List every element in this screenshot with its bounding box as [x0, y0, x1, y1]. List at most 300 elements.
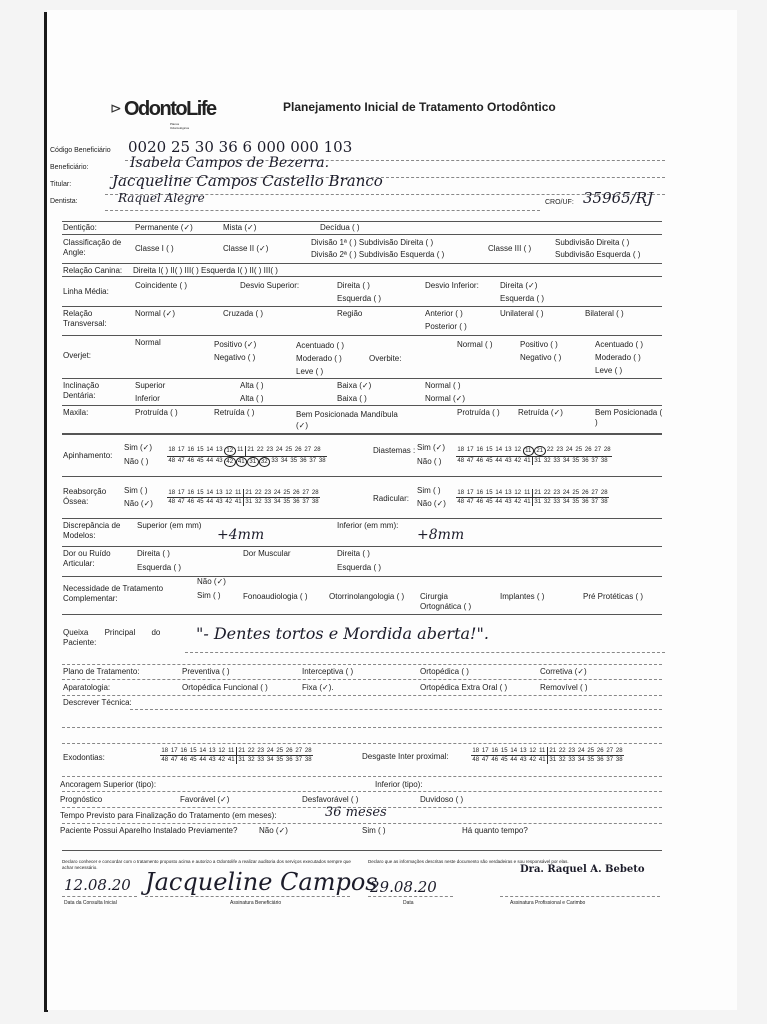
- tooth-47[interactable]: 47: [177, 499, 185, 505]
- overbite-leve[interactable]: Leve ( ): [595, 366, 623, 375]
- tooth-38[interactable]: 38: [304, 757, 312, 763]
- overbite-acentuado[interactable]: Acentuado ( ): [595, 340, 644, 349]
- tooth-12[interactable]: 12: [224, 446, 236, 456]
- tooth-26[interactable]: 26: [596, 748, 604, 754]
- prognostico-duvidoso[interactable]: Duvidoso ( ): [420, 795, 464, 804]
- tooth-43[interactable]: 43: [208, 757, 216, 763]
- overbite-moderado[interactable]: Moderado ( ): [595, 353, 641, 362]
- tooth-28[interactable]: 28: [603, 447, 611, 453]
- tooth-48[interactable]: 48: [168, 499, 176, 505]
- tooth-13[interactable]: 13: [504, 447, 512, 453]
- assinatura-beneficiario-signature: Jacqueline Campos: [145, 868, 378, 896]
- angle-classe3[interactable]: Classe III ( ): [488, 244, 532, 253]
- tooth-14[interactable]: 14: [206, 490, 214, 496]
- reabsorcao-tooth-chart[interactable]: [167, 489, 320, 506]
- tooth-38[interactable]: 38: [318, 458, 326, 464]
- tooth-23[interactable]: 23: [553, 490, 561, 496]
- desgaste-tooth-chart[interactable]: [471, 747, 624, 764]
- necessidade-otorrino[interactable]: Otorrinolangologia ( ): [329, 592, 405, 601]
- tooth-22[interactable]: 22: [254, 490, 262, 496]
- tooth-42[interactable]: 42: [218, 757, 226, 763]
- tooth-28[interactable]: 28: [600, 490, 608, 496]
- tooth-12[interactable]: 12: [225, 490, 233, 496]
- exodontias-tooth-chart[interactable]: [160, 747, 313, 764]
- linha-coincidente[interactable]: Coincidente ( ): [135, 281, 188, 290]
- dor-direita[interactable]: Direita ( ): [137, 549, 170, 558]
- necessidade-cirurgia[interactable]: Cirurgia Ortognática ( ): [420, 592, 472, 611]
- reabsorcao-sim[interactable]: Sim ( ): [124, 486, 148, 495]
- tooth-18[interactable]: 18: [472, 748, 480, 754]
- plano-interceptiva[interactable]: Interceptiva ( ): [302, 667, 354, 676]
- carimbo-stamp: Dra. Raquel A. Bebeto: [520, 864, 645, 875]
- tooth-34[interactable]: 34: [273, 499, 281, 505]
- divider: [62, 896, 137, 897]
- tooth-31[interactable]: 31: [247, 457, 259, 467]
- tooth-15[interactable]: 15: [485, 447, 493, 453]
- tooth-14[interactable]: 14: [495, 447, 503, 453]
- transversal-bilateral[interactable]: Bilateral ( ): [585, 309, 624, 318]
- tooth-18[interactable]: 18: [168, 447, 176, 453]
- tooth-13[interactable]: 13: [215, 447, 223, 453]
- tooth-27[interactable]: 27: [606, 748, 614, 754]
- tooth-25[interactable]: 25: [276, 748, 284, 754]
- mandibula-protruida[interactable]: Protruída ( ): [457, 408, 500, 417]
- tooth-26[interactable]: 26: [292, 490, 300, 496]
- tooth-22[interactable]: 22: [558, 748, 566, 754]
- tooth-24[interactable]: 24: [273, 490, 281, 496]
- denticao-permanente[interactable]: Permanente (✓): [135, 223, 193, 232]
- tooth-27[interactable]: 27: [594, 447, 602, 453]
- tooth-46[interactable]: 46: [187, 499, 195, 505]
- tooth-42[interactable]: 42: [224, 457, 236, 467]
- tooth-45[interactable]: 45: [485, 499, 493, 505]
- tooth-11[interactable]: 11: [237, 447, 244, 453]
- tooth-37[interactable]: 37: [302, 499, 310, 505]
- tooth-35[interactable]: 35: [587, 757, 595, 763]
- tooth-33[interactable]: 33: [264, 499, 272, 505]
- tooth-21[interactable]: 21: [245, 446, 256, 456]
- tooth-43[interactable]: 43: [504, 458, 512, 464]
- tooth-22[interactable]: 22: [256, 447, 264, 453]
- reabsorcao-nao[interactable]: Não (✓): [124, 499, 153, 508]
- tooth-45[interactable]: 45: [196, 499, 204, 505]
- maxila-bem-mark[interactable]: (✓): [296, 421, 309, 430]
- tooth-41[interactable]: 41: [234, 499, 242, 505]
- tooth-43[interactable]: 43: [215, 458, 223, 464]
- inclinacao-normal-sup[interactable]: Normal ( ): [425, 381, 461, 390]
- inclinacao-alta-sup[interactable]: Alta ( ): [240, 381, 264, 390]
- tooth-row-upper: [456, 489, 609, 498]
- diastemas-tooth-chart[interactable]: [456, 446, 612, 465]
- inclinacao-alta-inf[interactable]: Alta ( ): [240, 394, 264, 403]
- tooth-35[interactable]: 35: [572, 458, 580, 464]
- aparatologia-funcional[interactable]: Ortopédica Funcional ( ): [182, 683, 268, 692]
- tooth-23[interactable]: 23: [264, 490, 272, 496]
- aparelho-sim[interactable]: Sim ( ): [362, 826, 386, 835]
- tooth-41[interactable]: 41: [227, 757, 235, 763]
- tooth-25[interactable]: 25: [572, 490, 580, 496]
- tooth-33[interactable]: 33: [257, 757, 265, 763]
- tooth-31[interactable]: 31: [547, 756, 558, 764]
- overbite-normal[interactable]: Normal ( ): [457, 340, 493, 349]
- tooth-41[interactable]: 41: [523, 458, 531, 464]
- tooth-21[interactable]: 21: [243, 489, 254, 497]
- tooth-11[interactable]: 11: [235, 490, 242, 496]
- tooth-36[interactable]: 36: [285, 757, 293, 763]
- tooth-13[interactable]: 13: [215, 490, 223, 496]
- denticao-decidua[interactable]: Decídua ( ): [320, 223, 360, 232]
- tooth-28[interactable]: 28: [304, 748, 312, 754]
- tooth-24[interactable]: 24: [577, 748, 585, 754]
- tooth-11[interactable]: 11: [524, 490, 531, 496]
- transversal-unilateral[interactable]: Unilateral ( ): [500, 309, 544, 318]
- desvio-inf-direita[interactable]: Direita (✓): [500, 281, 538, 290]
- tooth-43[interactable]: 43: [504, 499, 512, 505]
- tooth-17[interactable]: 17: [466, 490, 474, 496]
- tooth-35[interactable]: 35: [283, 499, 291, 505]
- angle-sub-dir[interactable]: Subdivisão Direita ( ): [555, 238, 630, 247]
- tooth-18[interactable]: 18: [161, 748, 169, 754]
- divider: [62, 476, 662, 477]
- tooth-45[interactable]: 45: [485, 458, 493, 464]
- tooth-37[interactable]: 37: [591, 458, 599, 464]
- tooth-44[interactable]: 44: [206, 458, 214, 464]
- tooth-21[interactable]: 21: [534, 446, 546, 456]
- tooth-44[interactable]: 44: [510, 757, 518, 763]
- tooth-36[interactable]: 36: [596, 757, 604, 763]
- inclinacao-superior: Superior: [135, 381, 166, 390]
- tooth-23[interactable]: 23: [266, 447, 274, 453]
- tooth-23[interactable]: 23: [257, 748, 265, 754]
- tooth-17[interactable]: 17: [481, 748, 489, 754]
- transversal-anterior[interactable]: Anterior ( ): [425, 309, 463, 318]
- aparelho-nao[interactable]: Não (✓): [259, 826, 288, 835]
- tooth-33[interactable]: 33: [553, 458, 561, 464]
- angle-classe1[interactable]: Classe I ( ): [135, 244, 174, 253]
- tooth-32[interactable]: 32: [247, 757, 255, 763]
- tooth-25[interactable]: 25: [587, 748, 595, 754]
- tooth-42[interactable]: 42: [529, 757, 537, 763]
- dor-muscular-direita[interactable]: Direita ( ): [337, 549, 370, 558]
- radicular-sim[interactable]: Sim ( ): [417, 486, 441, 495]
- tooth-17[interactable]: 17: [177, 490, 185, 496]
- overjet-positivo[interactable]: Positivo (✓): [214, 340, 257, 349]
- tooth-25[interactable]: 25: [283, 490, 291, 496]
- overjet-label: Overjet:: [63, 351, 92, 360]
- necessidade-implantes[interactable]: Implantes ( ): [500, 592, 545, 601]
- diastemas-sim[interactable]: Sim (✓): [417, 443, 446, 452]
- inclinacao-baixa-sup[interactable]: Baixa (✓): [337, 381, 372, 390]
- apinhamento-nao[interactable]: Não ( ): [124, 457, 149, 466]
- tooth-11[interactable]: 11: [539, 748, 546, 754]
- tooth-24[interactable]: 24: [565, 447, 573, 453]
- diastemas-nao[interactable]: Não ( ): [417, 457, 442, 466]
- plano-ortopedica[interactable]: Ortopédica ( ): [420, 667, 469, 676]
- angle-classe2[interactable]: Classe II (✓): [223, 244, 269, 253]
- tooth-18[interactable]: 18: [457, 490, 465, 496]
- tooth-13[interactable]: 13: [519, 748, 527, 754]
- tooth-22[interactable]: 22: [247, 748, 255, 754]
- tooth-48[interactable]: 48: [161, 757, 169, 763]
- tooth-15[interactable]: 15: [196, 490, 204, 496]
- tooth-33[interactable]: 33: [553, 499, 561, 505]
- angle-div1[interactable]: Divisão 1ª ( ) Subdivisão Direita ( ): [311, 238, 434, 247]
- tooth-row-lower: [167, 498, 320, 506]
- tooth-32[interactable]: 32: [543, 458, 551, 464]
- tooth-35[interactable]: 35: [290, 458, 298, 464]
- tooth-25[interactable]: 25: [285, 447, 293, 453]
- transversal-normal[interactable]: Normal (✓): [135, 309, 176, 318]
- tooth-48[interactable]: 48: [168, 458, 176, 464]
- tooth-47[interactable]: 47: [466, 499, 474, 505]
- tooth-17[interactable]: 17: [170, 748, 178, 754]
- angle-sub-esq[interactable]: Subdivisão Esquerda ( ): [555, 250, 641, 259]
- overbite-negativo[interactable]: Negativo ( ): [520, 353, 562, 362]
- aparatologia-removivel[interactable]: Removível ( ): [540, 683, 588, 692]
- tooth-26[interactable]: 26: [294, 447, 302, 453]
- tooth-27[interactable]: 27: [302, 490, 310, 496]
- tooth-37[interactable]: 37: [295, 757, 303, 763]
- tooth-21[interactable]: 21: [532, 489, 543, 497]
- tooth-47[interactable]: 47: [466, 458, 474, 464]
- prognostico-desfavoravel[interactable]: Desfavorável ( ): [302, 795, 359, 804]
- tooth-31[interactable]: 31: [236, 756, 247, 764]
- tooth-12[interactable]: 12: [529, 748, 537, 754]
- overjet-negativo[interactable]: Negativo ( ): [214, 353, 256, 362]
- tooth-44[interactable]: 44: [199, 757, 207, 763]
- tooth-48[interactable]: 48: [472, 757, 480, 763]
- tooth-16[interactable]: 16: [187, 490, 195, 496]
- angle-label: Classificação de Angle:: [63, 238, 122, 257]
- necessidade-pre-proteticas[interactable]: Pré Protéticas ( ): [583, 592, 644, 601]
- desvio-sup-esquerda[interactable]: Esquerda ( ): [337, 294, 382, 303]
- tooth-38[interactable]: 38: [615, 757, 623, 763]
- tooth-24[interactable]: 24: [275, 447, 283, 453]
- tooth-11[interactable]: 11: [523, 446, 535, 456]
- tooth-34[interactable]: 34: [280, 458, 288, 464]
- tooth-33[interactable]: 33: [568, 757, 576, 763]
- plano-preventiva[interactable]: Preventiva ( ): [182, 667, 230, 676]
- transversal-cruzada[interactable]: Cruzada ( ): [223, 309, 264, 318]
- tooth-17[interactable]: 17: [177, 447, 185, 453]
- tooth-38[interactable]: 38: [600, 458, 608, 464]
- tooth-44[interactable]: 44: [495, 458, 503, 464]
- canina-label: Relação Canina:: [63, 266, 123, 275]
- tooth-27[interactable]: 27: [591, 490, 599, 496]
- tooth-34[interactable]: 34: [562, 499, 570, 505]
- tooth-16[interactable]: 16: [187, 447, 195, 453]
- tooth-14[interactable]: 14: [199, 748, 207, 754]
- prognostico-favoravel[interactable]: Favorável (✓): [180, 795, 230, 804]
- tooth-48[interactable]: 48: [457, 499, 465, 505]
- tooth-28[interactable]: 28: [615, 748, 623, 754]
- tooth-11[interactable]: 11: [228, 748, 235, 754]
- tooth-37[interactable]: 37: [591, 499, 599, 505]
- tooth-15[interactable]: 15: [189, 748, 197, 754]
- tooth-47[interactable]: 47: [481, 757, 489, 763]
- tooth-row-upper: [167, 446, 327, 457]
- canina-options[interactable]: Direita I( ) II( ) III( ) Esquerda I( ) II( ) III( ): [133, 266, 278, 275]
- radicular-tooth-chart[interactable]: [456, 489, 609, 506]
- tooth-17[interactable]: 17: [466, 447, 474, 453]
- tooth-33[interactable]: 33: [271, 458, 279, 464]
- angle-div2[interactable]: Divisão 2ª ( ) Subdivisão Esquerda ( ): [311, 250, 445, 259]
- tooth-21[interactable]: 21: [236, 747, 247, 755]
- tooth-31[interactable]: 31: [532, 498, 543, 506]
- tooth-45[interactable]: 45: [500, 757, 508, 763]
- desvio-inf-esquerda[interactable]: Esquerda ( ): [500, 294, 545, 303]
- tooth-36[interactable]: 36: [292, 499, 300, 505]
- tooth-15[interactable]: 15: [500, 748, 508, 754]
- overjet-moderado[interactable]: Moderado ( ): [296, 354, 342, 363]
- tooth-42[interactable]: 42: [225, 499, 233, 505]
- tooth-24[interactable]: 24: [266, 748, 274, 754]
- tooth-12[interactable]: 12: [514, 490, 522, 496]
- necessidade-nao[interactable]: Não (✓): [197, 577, 226, 586]
- plano-corretiva[interactable]: Corretiva (✓): [540, 667, 587, 676]
- necessidade-fono[interactable]: Fonoaudiologia ( ): [243, 592, 308, 601]
- tooth-31[interactable]: 31: [532, 457, 543, 465]
- tooth-34[interactable]: 34: [266, 757, 274, 763]
- tooth-46[interactable]: 46: [476, 458, 484, 464]
- aparatologia-extra-oral[interactable]: Ortopédica Extra Oral ( ): [420, 683, 508, 692]
- tooth-36[interactable]: 36: [581, 499, 589, 505]
- tooth-34[interactable]: 34: [577, 757, 585, 763]
- tooth-42[interactable]: 42: [514, 458, 522, 464]
- data-value: 29.08.20: [370, 878, 437, 896]
- overbite-label: Overbite:: [369, 354, 402, 363]
- tooth-14[interactable]: 14: [495, 490, 503, 496]
- titular-label: Titular:: [50, 181, 72, 188]
- tooth-37[interactable]: 37: [309, 458, 317, 464]
- tooth-28[interactable]: 28: [313, 447, 321, 453]
- tooth-26[interactable]: 26: [285, 748, 293, 754]
- desvio-sup-direita[interactable]: Direita ( ): [337, 281, 370, 290]
- tooth-16[interactable]: 16: [476, 490, 484, 496]
- tooth-16[interactable]: 16: [491, 748, 499, 754]
- tooth-47[interactable]: 47: [177, 458, 185, 464]
- tooth-44[interactable]: 44: [495, 499, 503, 505]
- tooth-32[interactable]: 32: [558, 757, 566, 763]
- tooth-42[interactable]: 42: [514, 499, 522, 505]
- dor-muscular-esquerda[interactable]: Esquerda ( ): [337, 563, 382, 572]
- tooth-14[interactable]: 14: [206, 447, 214, 453]
- data-consulta-label: Data da Consulta Inicial: [64, 900, 117, 906]
- tooth-43[interactable]: 43: [519, 757, 527, 763]
- tooth-31[interactable]: 31: [243, 498, 254, 506]
- tooth-47[interactable]: 47: [170, 757, 178, 763]
- dor-esquerda[interactable]: Esquerda ( ): [137, 563, 182, 572]
- tooth-15[interactable]: 15: [485, 490, 493, 496]
- tooth-18[interactable]: 18: [457, 447, 465, 453]
- tooth-35[interactable]: 35: [276, 757, 284, 763]
- logo-brand: OdontoLife: [124, 98, 216, 120]
- tooth-32[interactable]: 32: [259, 457, 271, 467]
- tooth-32[interactable]: 32: [254, 499, 262, 505]
- tooth-36[interactable]: 36: [581, 458, 589, 464]
- tooth-41[interactable]: 41: [538, 757, 546, 763]
- tooth-46[interactable]: 46: [187, 458, 195, 464]
- denticao-mista[interactable]: Mista (✓): [223, 223, 257, 232]
- tooth-46[interactable]: 46: [491, 757, 499, 763]
- inclinacao-baixa-inf[interactable]: Baixa ( ): [337, 394, 367, 403]
- tooth-16[interactable]: 16: [180, 748, 188, 754]
- tooth-26[interactable]: 26: [581, 490, 589, 496]
- tooth-15[interactable]: 15: [196, 447, 204, 453]
- tecnica-line[interactable]: [62, 743, 662, 744]
- tooth-27[interactable]: 27: [304, 447, 312, 453]
- tooth-25[interactable]: 25: [575, 447, 583, 453]
- aparatologia-fixa[interactable]: Fixa (✓).: [302, 683, 334, 692]
- tooth-45[interactable]: 45: [196, 458, 204, 464]
- tooth-12[interactable]: 12: [218, 748, 226, 754]
- tooth-12[interactable]: 12: [514, 447, 522, 453]
- tooth-22[interactable]: 22: [546, 447, 554, 453]
- overbite-positivo[interactable]: Positivo ( ): [520, 340, 558, 349]
- tooth-38[interactable]: 38: [600, 499, 608, 505]
- tooth-37[interactable]: 37: [606, 757, 614, 763]
- tooth-36[interactable]: 36: [299, 458, 307, 464]
- codigo-label: Código Beneficiário: [50, 147, 111, 154]
- tooth-28[interactable]: 28: [311, 490, 319, 496]
- tecnica-line[interactable]: [62, 727, 662, 728]
- radicular-nao[interactable]: Não (✓): [417, 499, 446, 508]
- tooth-21[interactable]: 21: [547, 747, 558, 755]
- tooth-38[interactable]: 38: [311, 499, 319, 505]
- tooth-23[interactable]: 23: [568, 748, 576, 754]
- tooth-46[interactable]: 46: [180, 757, 188, 763]
- apinhamento-tooth-chart[interactable]: [167, 446, 327, 467]
- tooth-26[interactable]: 26: [584, 447, 592, 453]
- transversal-posterior[interactable]: Posterior ( ): [425, 322, 467, 331]
- page-title: Planejamento Inicial de Tratamento Ortodôntico: [283, 100, 556, 114]
- tooth-41[interactable]: 41: [523, 499, 531, 505]
- tooth-23[interactable]: 23: [556, 447, 564, 453]
- maxila-protruida[interactable]: Protruída ( ): [135, 408, 178, 417]
- tooth-18[interactable]: 18: [168, 490, 176, 496]
- divider: [62, 776, 662, 777]
- tecnica-line[interactable]: [130, 709, 662, 710]
- tooth-13[interactable]: 13: [208, 748, 216, 754]
- overjet-leve[interactable]: Leve ( ): [296, 367, 324, 376]
- tooth-35[interactable]: 35: [572, 499, 580, 505]
- tooth-16[interactable]: 16: [476, 447, 484, 453]
- apinhamento-sim[interactable]: Sim (✓): [124, 443, 153, 452]
- tooth-43[interactable]: 43: [215, 499, 223, 505]
- tooth-46[interactable]: 46: [476, 499, 484, 505]
- tooth-22[interactable]: 22: [543, 490, 551, 496]
- mandibula-bem[interactable]: Bem Posicionada ( ): [595, 408, 663, 427]
- mandibula-retruida[interactable]: Retruída (✓): [518, 408, 563, 417]
- tooth-44[interactable]: 44: [206, 499, 214, 505]
- tooth-34[interactable]: 34: [562, 458, 570, 464]
- desvio-inferior-label: Desvio Inferior:: [425, 281, 479, 290]
- overjet-acentuado[interactable]: Acentuado ( ): [296, 341, 345, 350]
- linha-media-label: Linha Média:: [63, 287, 109, 296]
- tooth-27[interactable]: 27: [295, 748, 303, 754]
- tooth-32[interactable]: 32: [543, 499, 551, 505]
- tooth-41[interactable]: 41: [236, 457, 248, 467]
- tooth-45[interactable]: 45: [189, 757, 197, 763]
- maxila-retruida[interactable]: Retruída ( ): [214, 408, 255, 417]
- aparelho-label: Paciente Possui Aparelho Instalado Previamente?: [60, 826, 238, 835]
- inclinacao-normal-inf[interactable]: Normal (✓): [425, 394, 466, 403]
- tooth-24[interactable]: 24: [562, 490, 570, 496]
- tooth-48[interactable]: 48: [457, 458, 465, 464]
- tooth-14[interactable]: 14: [510, 748, 518, 754]
- tooth-13[interactable]: 13: [504, 490, 512, 496]
- necessidade-sim[interactable]: Sim ( ): [197, 591, 221, 600]
